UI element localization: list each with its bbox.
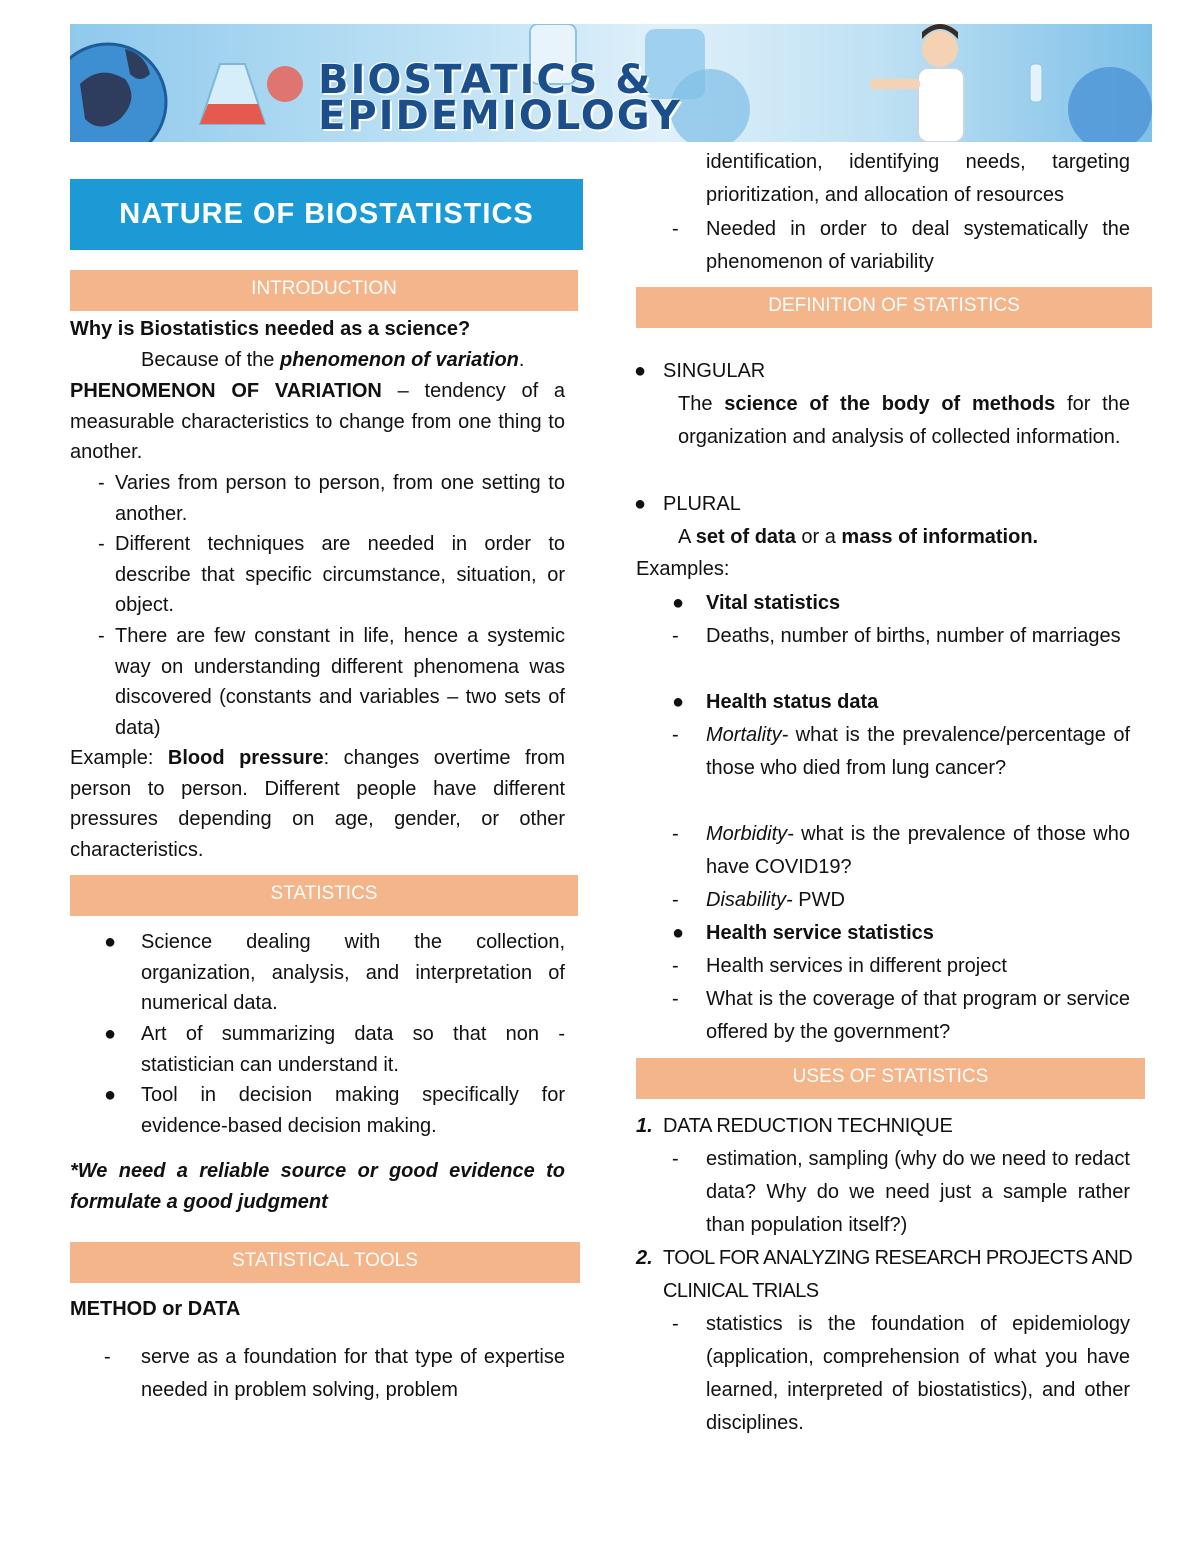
dash-marker: - (104, 1346, 111, 1368)
singular-label: SINGULAR (663, 360, 766, 382)
mortality-item (706, 719, 1130, 785)
pv-item-2: Different techniques are needed in order to describe that specific circumstance, situation, or object. (115, 533, 565, 616)
bullet-icon: ● (672, 691, 685, 713)
vital-item: Deaths, number of births, number of marriages (706, 625, 1121, 647)
morbidity-text: what is the prevalence of those who have COVID19? (706, 823, 1130, 878)
health-service-item-1: Health services in different project (706, 955, 1007, 977)
section-header-statistical-tools: STATISTICAL TOOLS (70, 1242, 580, 1283)
sing-term: science of the body of methods (724, 393, 1056, 415)
plural-mid: or a (795, 526, 842, 548)
pv-term: PHENOMENON OF VARIATION (70, 380, 382, 402)
dash-marker: - (672, 889, 679, 911)
plural-term-1: set of data (695, 526, 796, 548)
bullet-icon: ● (672, 592, 685, 614)
bullet-icon: ● (634, 493, 647, 515)
phenomenon-definition (70, 376, 565, 468)
stats-item-3: Tool in decision making specifically for evidence-based decision making. (141, 1084, 565, 1137)
morbidity-item (706, 818, 1130, 884)
singular-definition (678, 388, 1130, 454)
pv-item-1: Varies from person to person, from one setting to another. (115, 472, 565, 525)
health-service-item-2: What is the coverage of that program or service offered by the government? (706, 988, 1130, 1043)
section-header-definition: DEFINITION OF STATISTICS (636, 287, 1152, 328)
pv-def: – tendency of a measurable characteristics to change from one thing to another. (70, 380, 566, 463)
dash-marker: - (672, 988, 679, 1010)
dash-marker: - (98, 533, 105, 555)
disability-term: Disability- (706, 889, 793, 911)
because-emphasis: phenomenon of variation (279, 349, 519, 371)
example-term: Blood pressure (167, 747, 324, 769)
examples-label: Examples: (636, 558, 730, 580)
use-2-item: statistics is the foundation of epidemiology (application, comprehension of what you have learned, interpreted of biostatistics), and other disciplines. (706, 1313, 1130, 1434)
tools-item: serve as a foundation for that type of expertise needed in problem solving, problem (141, 1346, 565, 1401)
bullet-icon: ● (104, 931, 117, 953)
continued-item-1: identification, identifying needs, targeting prioritization, and allocation of resources (706, 151, 1130, 206)
method-or-data: METHOD or DATA (70, 1298, 241, 1320)
plural-term-2: mass of information. (841, 526, 1039, 548)
sing-pre: The (678, 393, 725, 415)
dash-marker: - (672, 955, 679, 977)
section-header-uses: USES OF STATISTICS (636, 1058, 1145, 1099)
banner-line-1: BIOSTATICS & (318, 57, 653, 103)
dash-marker: - (672, 823, 679, 845)
evidence-note: *We need a reliable source or good evidence to formulate a good judgment (70, 1160, 565, 1213)
section-header-introduction: INTRODUCTION (70, 270, 578, 311)
dash-marker: - (98, 472, 105, 494)
intro-question: Why is Biostatistics needed as a science? (70, 318, 471, 340)
use-1-title: DATA REDUCTION TECHNIQUE (663, 1115, 953, 1137)
disability-text: PWD (792, 889, 845, 911)
bullet-icon: ● (104, 1023, 117, 1045)
continued-item-2: Needed in order to deal systematically the phenomenon of variability (706, 218, 1130, 273)
mortality-text: what is the prevalence/percentage of those who died from lung cancer? (706, 724, 1130, 779)
intro-because (141, 345, 571, 376)
plural-label: PLURAL (663, 493, 741, 515)
dash-marker: - (672, 1148, 679, 1170)
health-service-statistics: Health service statistics (706, 922, 934, 944)
bullet-icon: ● (672, 922, 685, 944)
dash-marker: - (672, 218, 679, 240)
stats-item-2: Art of summarizing data so that non - statistician can understand it. (141, 1023, 565, 1076)
plural-definition (678, 521, 1130, 554)
vital-statistics: Vital statistics (706, 592, 841, 614)
sing-post: for the organization and analysis of collected information. (678, 393, 1130, 448)
use-number-2: 2. (636, 1247, 653, 1269)
use-1-item: estimation, sampling (why do we need to redact data? Why do we need just a sample rather than population itself?) (706, 1148, 1130, 1236)
because-pre: Because of the (141, 349, 280, 371)
example-text: : changes overtime from person to person. Different people have different pressures depending on age, gender, or other characteristics. (70, 747, 566, 861)
bullet-icon: ● (104, 1084, 117, 1106)
stats-item-1: Science dealing with the collection, organization, analysis, and interpretation of numerical data. (141, 931, 565, 1014)
mortality-term: Mortality- (706, 724, 789, 746)
example-label: Example: (70, 747, 168, 769)
page-title: NATURE OF BIOSTATISTICS (70, 179, 583, 250)
pv-item-3: There are few constant in life, hence a systemic way on understanding different phenomena was discovered (constants and variables – two sets of data) (115, 625, 565, 739)
banner-line-2: EPIDEMIOLOGY (318, 93, 682, 139)
disability-item (706, 884, 1130, 917)
dash-marker: - (672, 625, 679, 647)
banner-title (318, 57, 682, 139)
dash-marker: - (672, 724, 679, 746)
blood-pressure-example (70, 743, 565, 865)
health-status-data: Health status data (706, 691, 879, 713)
bullet-icon: ● (634, 360, 647, 382)
because-post: . (518, 349, 525, 371)
plural-pre: A (678, 526, 696, 548)
morbidity-term: Morbidity- (706, 823, 794, 845)
use-2-title: TOOL FOR ANALYZING RESEARCH PROJECTS AND CLINICAL TRIALS (663, 1247, 1133, 1302)
dash-marker: - (98, 625, 105, 647)
header-banner (70, 24, 1152, 142)
section-header-statistics: STATISTICS (70, 875, 578, 916)
use-number-1: 1. (636, 1115, 653, 1137)
dash-marker: - (672, 1313, 679, 1335)
